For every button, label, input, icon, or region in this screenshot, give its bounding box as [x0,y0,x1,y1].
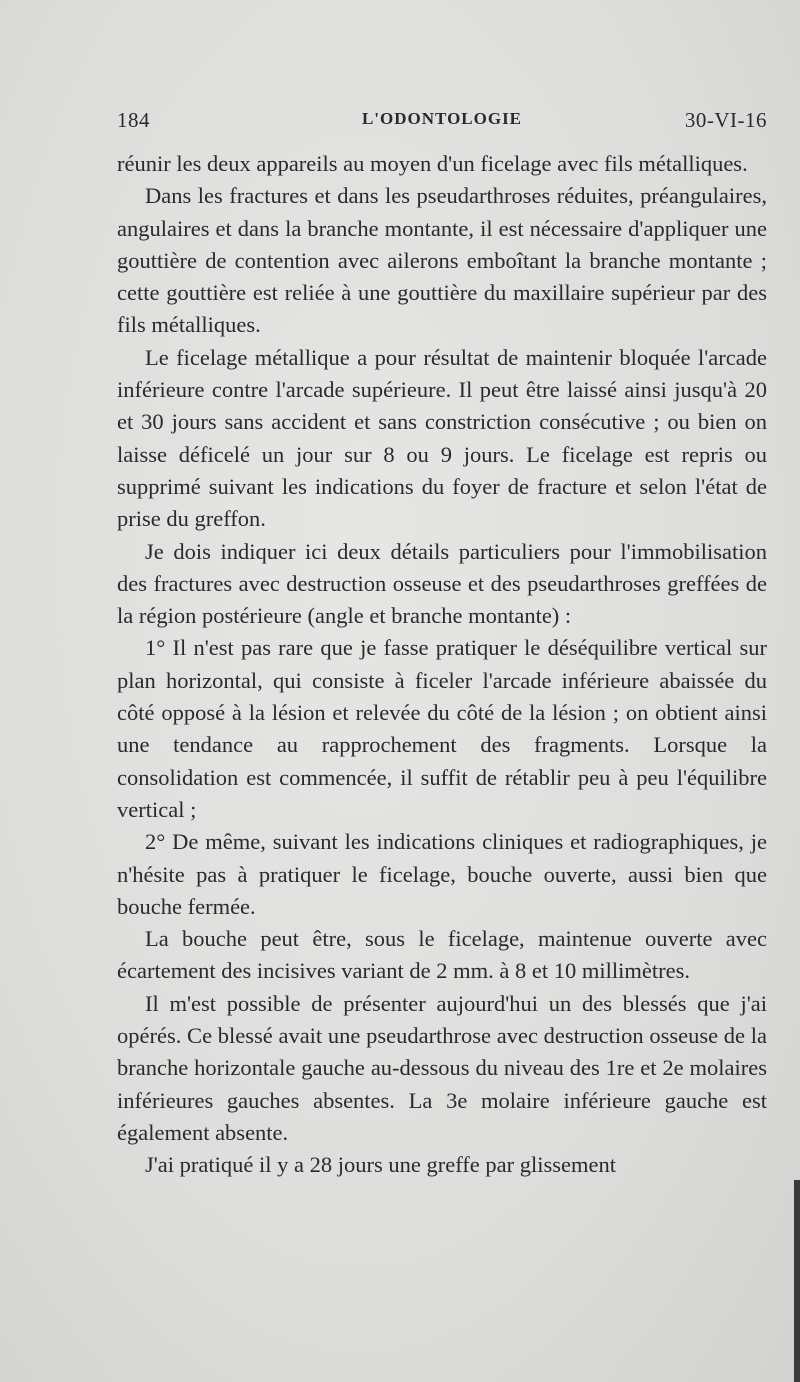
running-header [117,108,767,138]
journal-title: L'ODONTOLOGIE [361,109,523,128]
page-number: 184 [117,108,150,132]
issue-date: 30-VI-16 [684,108,767,132]
paragraph-blesse: Il m'est possible de présenter aujourd'hui un des blessés que j'ai opérés. Ce blessé avait une pseudarthrose avec destruction osseuse de la branche horizontale gauche au-dessous du niveau des 1re et 2e molaires inférieures gauches absentes. La 3e molaire inférieure gauche est également absente. [117,990,767,1145]
paragraph-item-1: 1° Il n'est pas rare que je fasse pratiquer le déséquilibre vertical sur plan horizontal, qui consiste à ficeler l'arcade inférieure abaissée du côté opposé à la lésion et relevée du côté de la lésion ; on obtient ainsi une tendance au rapprochement des fragments. Lorsque la consolidation est commencée, il suffit de rétablir peu à peu l'équilibre vertical ; [117,635,767,822]
body-text [117,148,767,1182]
paragraph-ficelage: Le ficelage métallique a pour résultat de maintenir bloquée l'arcade inférieure contre l'arcade supérieure. Il peut être laissé ainsi jusqu'à 20 et 30 jours sans accident et sans constriction consécutive ; ou bien on laisse déficelé un jour sur 8 ou 9 jours. Le ficelage est repris ou supprimé suivant les indications du foyer de fracture et selon l'état de prise du greffon. [117,344,767,532]
paragraph-details: Je dois indiquer ici deux détails particuliers pour l'immobilisation des fractures avec destruction osseuse et des pseudarthroses greffées de la région postérieure (angle et branche montante) : [117,538,767,629]
paragraph-continuation: réunir les deux appareils au moyen d'un ficelage avec fils métalliques. [117,151,748,176]
paragraph-bouche: La bouche peut être, sous le ficelage, maintenue ouverte avec écartement des incisives variant de 2 mm. à 8 et 10 millimètres. [117,926,767,984]
page-edge-shadow [794,1180,800,1382]
paragraph-fractures: Dans les fractures et dans les pseudarthroses réduites, préangulaires, angulaires et dans la branche montante, il est nécessaire d'appliquer une gouttière de contention avec ailerons emboîtant la branche montante ; cette gouttière est reliée à une gouttière du maxillaire supérieur par des fils métalliques. [117,183,767,338]
paragraph-greffe: J'ai pratiqué il y a 28 jours une greffe par glissement [145,1152,617,1178]
paragraph-item-2: 2° De même, suivant les indications cliniques et radiographiques, je n'hésite pas à pratiquer le ficelage, bouche ouverte, aussi bien que bouche fermée. [117,829,767,919]
